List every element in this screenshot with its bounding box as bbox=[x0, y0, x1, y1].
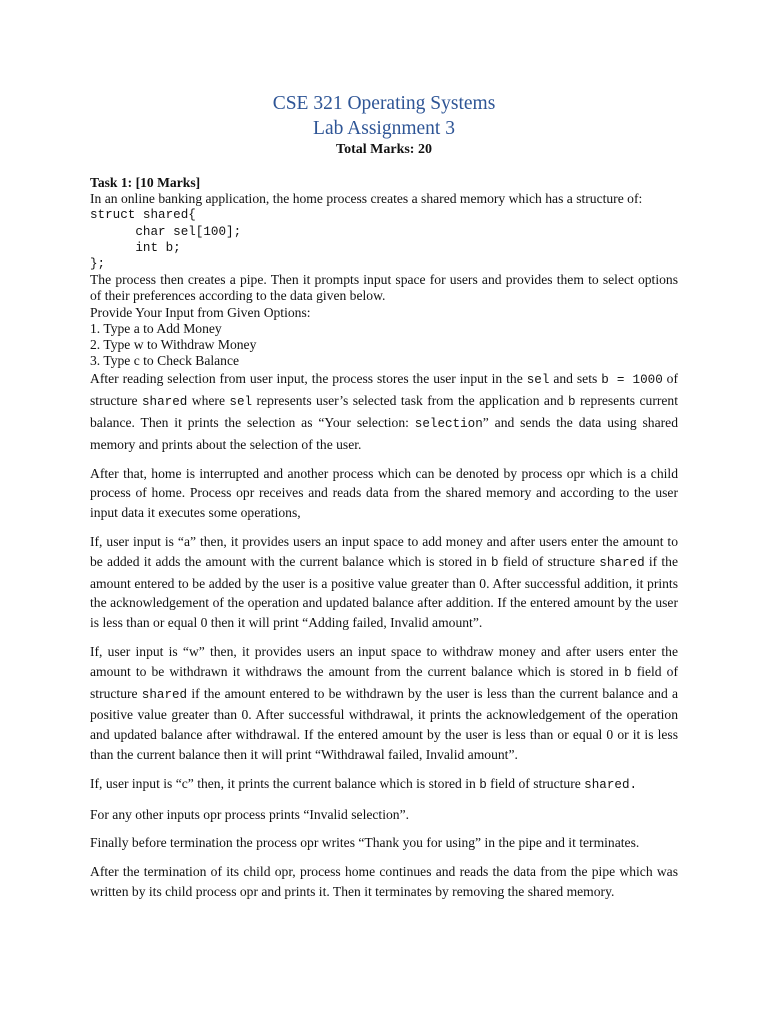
code-inline: shared bbox=[141, 687, 188, 702]
task-heading: Task 1: [10 Marks] bbox=[90, 175, 201, 190]
code-inline: selection bbox=[414, 417, 483, 432]
text-run: if the amount entered to be withdrawn by the user is less than the current balance and a positive value greater than 0. After successful withdrawal, it prints the acknowledgement of the operation and updated balance after withdrawal. If the entered amount by the user is less than or equal 0 or it is less than the current balance then it will print “Withdrawal failed, Invalid amount”. bbox=[90, 685, 678, 762]
other-paragraph: For any other inputs opr process prints “Invalid selection”. bbox=[90, 806, 410, 822]
code-inline: sel bbox=[526, 373, 550, 388]
intro-paragraph: In an online banking application, the home process creates a shared memory which has a structure of: bbox=[90, 191, 643, 207]
check-paragraph bbox=[90, 774, 678, 796]
code-inline: b bbox=[491, 555, 499, 570]
interrupt-paragraph: After that, home is interrupted and another process which can be denoted by process opr which is a child process of home. Process opr receives and reads data from the shared memory and according to the user input data it executes some operations, bbox=[90, 465, 678, 521]
text-run: of structure bbox=[90, 371, 679, 409]
text-run: represents user’s selected task from the application and bbox=[252, 393, 568, 409]
text-run: if the amount entered to be added by the user is a positive value greater than 0. After successful addition, it prints the acknowledgement of the operation and updated balance after addition. If the entered amount by the user is less than or equal 0 then it will print “Adding failed, Invalid amount”. bbox=[90, 553, 678, 631]
course-title: CSE 321 Operating Systems bbox=[272, 93, 496, 114]
option-item: 2. Type w to Withdraw Money bbox=[90, 337, 257, 353]
text-run: ” and sends the data using shared memory and prints about the selection of the user. bbox=[90, 415, 678, 452]
finally-paragraph: Finally before termination the process opr writes “Thank you for using” in the pipe and it terminates. bbox=[90, 835, 640, 851]
text-run: If, user input is “c” then, it prints the current balance which is stored in bbox=[90, 775, 480, 791]
code-block bbox=[90, 207, 678, 272]
code-inline: b bbox=[479, 777, 487, 792]
code-inline: shared. bbox=[584, 777, 638, 792]
code-line: struct shared{ bbox=[90, 208, 196, 223]
code-line: int b; bbox=[90, 240, 181, 255]
code-line: }; bbox=[90, 257, 106, 272]
code-inline: shared bbox=[599, 555, 645, 570]
option-item: 1. Type a to Add Money bbox=[90, 320, 222, 336]
code-inline: b = 1000 bbox=[601, 373, 663, 388]
text-run: field of structure bbox=[90, 663, 678, 701]
text-run: where bbox=[187, 393, 230, 409]
text-run: represents current balance. Then it prints the selection as “Your selection: bbox=[90, 393, 678, 431]
options-prompt: Provide Your Input from Given Options: bbox=[90, 304, 311, 320]
code-inline: b bbox=[567, 395, 576, 410]
withdraw-paragraph bbox=[90, 642, 678, 765]
assignment-title: Lab Assignment 3 bbox=[313, 117, 455, 139]
code-line: char sel[100]; bbox=[90, 224, 242, 239]
text-run: If, user input is “a” then, it provides users an input space to add money and after users enter the amount to be added it adds the amount with the current balance which is stored in bbox=[90, 534, 678, 569]
text-run: field of structure bbox=[498, 553, 600, 569]
code-inline: b bbox=[624, 665, 632, 680]
document-page bbox=[90, 92, 678, 902]
text-run: After reading selection from user input, the process stores the user input in the bbox=[90, 371, 527, 387]
text-run: If, user input is “w” then, it provides users an input space to withdraw money and after users enter the amount to be withdrawn it withdraws the amount from the current balance which is stored in bbox=[90, 644, 678, 679]
add-paragraph bbox=[90, 532, 678, 633]
text-run: and sets bbox=[549, 371, 602, 387]
total-marks: Total Marks: 20 bbox=[336, 142, 432, 157]
option-item: 3. Type c to Check Balance bbox=[90, 353, 240, 369]
after-paragraph: After the termination of its child opr, process home continues and reads the data from the pipe which was written by its child process opr and prints it. Then it terminates by removing the shared memory. bbox=[90, 864, 678, 899]
selection-paragraph bbox=[90, 369, 678, 454]
code-inline: sel bbox=[229, 395, 253, 410]
pipe-paragraph: The process then creates a pipe. Then it prompts input space for users and provides them to select options of their preferences according to the data given below. bbox=[90, 272, 678, 304]
text-run: field of structure bbox=[486, 775, 585, 791]
code-inline: shared bbox=[141, 395, 188, 410]
